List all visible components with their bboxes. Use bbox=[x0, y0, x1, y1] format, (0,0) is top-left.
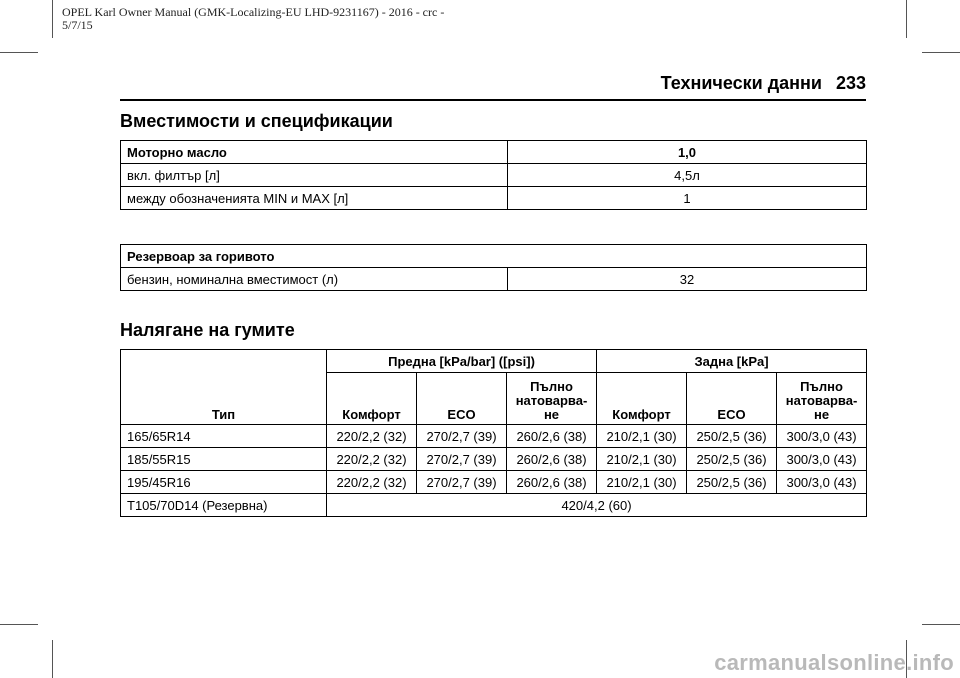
table-row bbox=[121, 187, 867, 210]
pressure-cell: 300/3,0 (43) bbox=[777, 471, 867, 494]
header-rule bbox=[120, 99, 866, 101]
column-header-full-load: Пълно натоварва-не bbox=[777, 373, 867, 425]
table-cell-label: между обозначенията MIN и MAX [л] bbox=[121, 187, 508, 210]
table-row bbox=[121, 471, 867, 494]
table-row bbox=[121, 448, 867, 471]
table-row bbox=[121, 425, 867, 448]
column-header-full-load: Пълно натоварва-не bbox=[507, 373, 597, 425]
pressure-cell: 220/2,2 (32) bbox=[327, 425, 417, 448]
pressure-cell: 300/3,0 (43) bbox=[777, 425, 867, 448]
section-title-tire-pressure: Налягане на гумите bbox=[120, 320, 295, 340]
page-number: 233 bbox=[836, 73, 867, 93]
pressure-cell: 250/2,5 (36) bbox=[687, 448, 777, 471]
table-header-label: Моторно масло bbox=[121, 141, 508, 164]
engine-oil-table bbox=[120, 140, 867, 210]
crop-mark bbox=[922, 52, 960, 53]
watermark: carmanualsonline.info bbox=[714, 650, 954, 675]
fuel-tank-table bbox=[120, 244, 867, 291]
table-cell-value: 4,5л bbox=[508, 164, 867, 187]
chapter-title: Технически данни bbox=[660, 73, 822, 93]
pressure-cell: 270/2,7 (39) bbox=[417, 471, 507, 494]
column-header-comfort: Комфорт bbox=[327, 373, 417, 425]
pressure-cell: 270/2,7 (39) bbox=[417, 448, 507, 471]
column-header-eco: ECO bbox=[417, 373, 507, 425]
crop-mark bbox=[0, 52, 38, 53]
column-header-type: Тип bbox=[121, 350, 327, 425]
document-header-line: OPEL Karl Owner Manual (GMK-Localizing-EU LHD-9231167) - 2016 - crc - bbox=[62, 5, 445, 19]
crop-mark bbox=[52, 0, 53, 38]
table-header-value: 1,0 bbox=[508, 141, 867, 164]
document-header bbox=[62, 6, 444, 32]
table-header-row bbox=[121, 350, 867, 373]
pressure-cell: 250/2,5 (36) bbox=[687, 471, 777, 494]
table-cell-value: 32 bbox=[508, 268, 867, 291]
pressure-cell: 260/2,6 (38) bbox=[507, 471, 597, 494]
pressure-cell: 420/4,2 (60) bbox=[327, 494, 867, 517]
table-row bbox=[121, 164, 867, 187]
column-header-comfort: Комфорт bbox=[597, 373, 687, 425]
table-row bbox=[121, 268, 867, 291]
table-row-spare bbox=[121, 494, 867, 517]
pressure-cell: 260/2,6 (38) bbox=[507, 448, 597, 471]
tire-type-cell: 185/55R15 bbox=[121, 448, 327, 471]
tire-type-cell: 165/65R14 bbox=[121, 425, 327, 448]
pressure-cell: 210/2,1 (30) bbox=[597, 425, 687, 448]
crop-mark bbox=[52, 640, 53, 678]
column-header-eco: ECO bbox=[687, 373, 777, 425]
tire-type-cell: T105/70D14 (Резервна) bbox=[121, 494, 327, 517]
crop-mark bbox=[906, 0, 907, 38]
table-header-row bbox=[121, 245, 867, 268]
pressure-cell: 220/2,2 (32) bbox=[327, 471, 417, 494]
table-cell-label: вкл. филтър [л] bbox=[121, 164, 508, 187]
pressure-cell: 270/2,7 (39) bbox=[417, 425, 507, 448]
document-header-date: 5/7/15 bbox=[62, 18, 93, 32]
pressure-cell: 210/2,1 (30) bbox=[597, 448, 687, 471]
crop-mark bbox=[0, 624, 38, 625]
pressure-cell: 220/2,2 (32) bbox=[327, 448, 417, 471]
pressure-cell: 260/2,6 (38) bbox=[507, 425, 597, 448]
table-header-row bbox=[121, 141, 867, 164]
column-group-front: Предна [kPa/bar] ([psi]) bbox=[327, 350, 597, 373]
tire-pressure-table bbox=[120, 349, 867, 517]
section-title-capacities: Вместимости и спецификации bbox=[120, 111, 393, 131]
pressure-cell: 250/2,5 (36) bbox=[687, 425, 777, 448]
crop-mark bbox=[922, 624, 960, 625]
pressure-cell: 300/3,0 (43) bbox=[777, 448, 867, 471]
pressure-cell: 210/2,1 (30) bbox=[597, 471, 687, 494]
table-cell-label: бензин, номинална вместимост (л) bbox=[121, 268, 508, 291]
table-cell-value: 1 bbox=[508, 187, 867, 210]
table-header-label: Резервоар за горивото bbox=[121, 245, 867, 268]
tire-type-cell: 195/45R16 bbox=[121, 471, 327, 494]
column-group-rear: Задна [kPa] bbox=[597, 350, 867, 373]
